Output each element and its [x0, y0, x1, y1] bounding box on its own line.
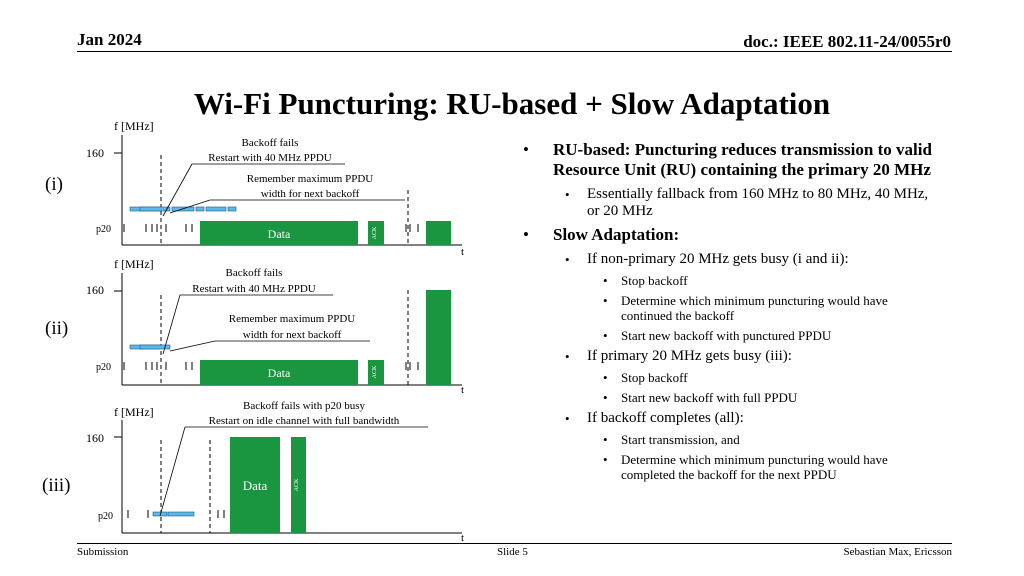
t-axis-label: t [461, 384, 465, 396]
panel-label: (iii) [42, 475, 71, 496]
bullet-primary: • If primary 20 MHz gets busy (iii): [565, 348, 792, 364]
ack-label: ACK [372, 226, 378, 240]
ack-label: ACK [372, 365, 378, 379]
bullet-np-stop: • Stop backoff [603, 273, 688, 288]
backoff-slots [153, 512, 194, 516]
slide-title: Wi-Fi Puncturing: RU-based + Slow Adaptation [193, 86, 831, 121]
bullet-dot-icon: • [603, 432, 608, 447]
panel-label: (ii) [45, 318, 69, 339]
header-doc-id: doc.: IEEE 802.11-24/0055r0 [743, 32, 951, 51]
t-axis-label: t [461, 246, 465, 258]
f-axis-label: f [MHz] [114, 119, 154, 133]
bullet-np-determine: • Determine which minimum puncturing would have continued the backoff [603, 293, 888, 323]
bullet-c-determine: • Determine which minimum puncturing would have completed the backoff for the next PPDU [603, 452, 888, 482]
panel-ii [45, 257, 464, 396]
footer-author: Sebastian Max, Ericsson [843, 546, 952, 558]
bullet-dot-icon: • [565, 187, 570, 202]
bullet-dot-icon: • [603, 328, 608, 343]
footer-slide-number: Slide 5 [497, 546, 528, 558]
f-axis-label: f [MHz] [114, 257, 154, 271]
bullet-slow-adaptation: • Slow Adaptation: [523, 225, 680, 244]
bullet-p-stop: • Stop backoff [603, 370, 688, 385]
bullet-dot-icon: • [603, 293, 608, 308]
note-restart: Restart with 40 MHz PPDU [192, 283, 316, 295]
y-tick-160: 160 [86, 283, 104, 297]
bullet-dot-icon: • [603, 390, 608, 405]
next-data-block [426, 290, 451, 385]
y-tick-160: 160 [86, 146, 104, 160]
bullet-c-start: • Start transmission, and [603, 432, 740, 447]
ack-label: ACK [294, 478, 300, 492]
bullet-dot-icon: • [603, 452, 608, 467]
y-tick-p20: p20 [96, 362, 111, 373]
bullet-ru-based: • RU-based: Puncturing reduces transmission to valid Resource Unit (RU) containing the primary 20 MHz [523, 140, 932, 179]
y-tick-p20: p20 [96, 224, 111, 235]
bullet-ru-sub: • Essentially fallback from 160 MHz to 80 MHz, 40 MHz, or 20 MHz [565, 186, 929, 219]
note-width: width for next backoff [260, 188, 360, 200]
y-tick-p20: p20 [98, 511, 113, 522]
footer-divider [77, 543, 952, 544]
note-backoff-fails-p20: Backoff fails with p20 busy [242, 400, 366, 412]
panel-i [45, 119, 464, 258]
bullet-p-start: • Start new backoff with full PPDU [603, 390, 798, 405]
panel-label: (i) [45, 174, 63, 195]
note-width: width for next backoff [242, 329, 342, 341]
data-label: Data [242, 478, 268, 493]
bullet-nonprimary: • If non-primary 20 MHz gets busy (i and ii): [565, 251, 849, 267]
panel-iii [42, 400, 464, 544]
next-data-block [426, 221, 451, 245]
bullet-dot-icon: • [603, 273, 608, 288]
note-restart: Restart with 40 MHz PPDU [208, 152, 332, 164]
bullet-dot-icon: • [523, 140, 529, 159]
header-date: Jan 2024 [77, 30, 142, 49]
bullet-dot-icon: • [565, 349, 570, 364]
note-remember: Remember maximum PPDU [246, 173, 374, 185]
bullet-np-start: • Start new backoff with punctured PPDU [603, 328, 832, 343]
bullet-dot-icon: • [565, 252, 570, 267]
y-tick-160: 160 [86, 431, 104, 445]
f-axis-label: f [MHz] [114, 405, 154, 419]
data-label: Data [267, 366, 291, 380]
data-label: Data [267, 227, 291, 241]
t-axis-label: t [461, 532, 465, 544]
footer-submission: Submission [77, 546, 129, 558]
note-restart-full: Restart on idle channel with full bandwidth [208, 415, 400, 427]
bullet-list [515, 140, 935, 487]
bullet-dot-icon: • [603, 370, 608, 385]
note-backoff-fails: Backoff fails [225, 267, 283, 279]
bullet-dot-icon: • [523, 225, 529, 244]
note-remember: Remember maximum PPDU [228, 313, 356, 325]
bullet-completes: • If backoff completes (all): [565, 410, 744, 426]
bullet-dot-icon: • [565, 411, 570, 426]
backoff-slots [130, 345, 170, 349]
note-backoff-fails: Backoff fails [241, 137, 299, 149]
